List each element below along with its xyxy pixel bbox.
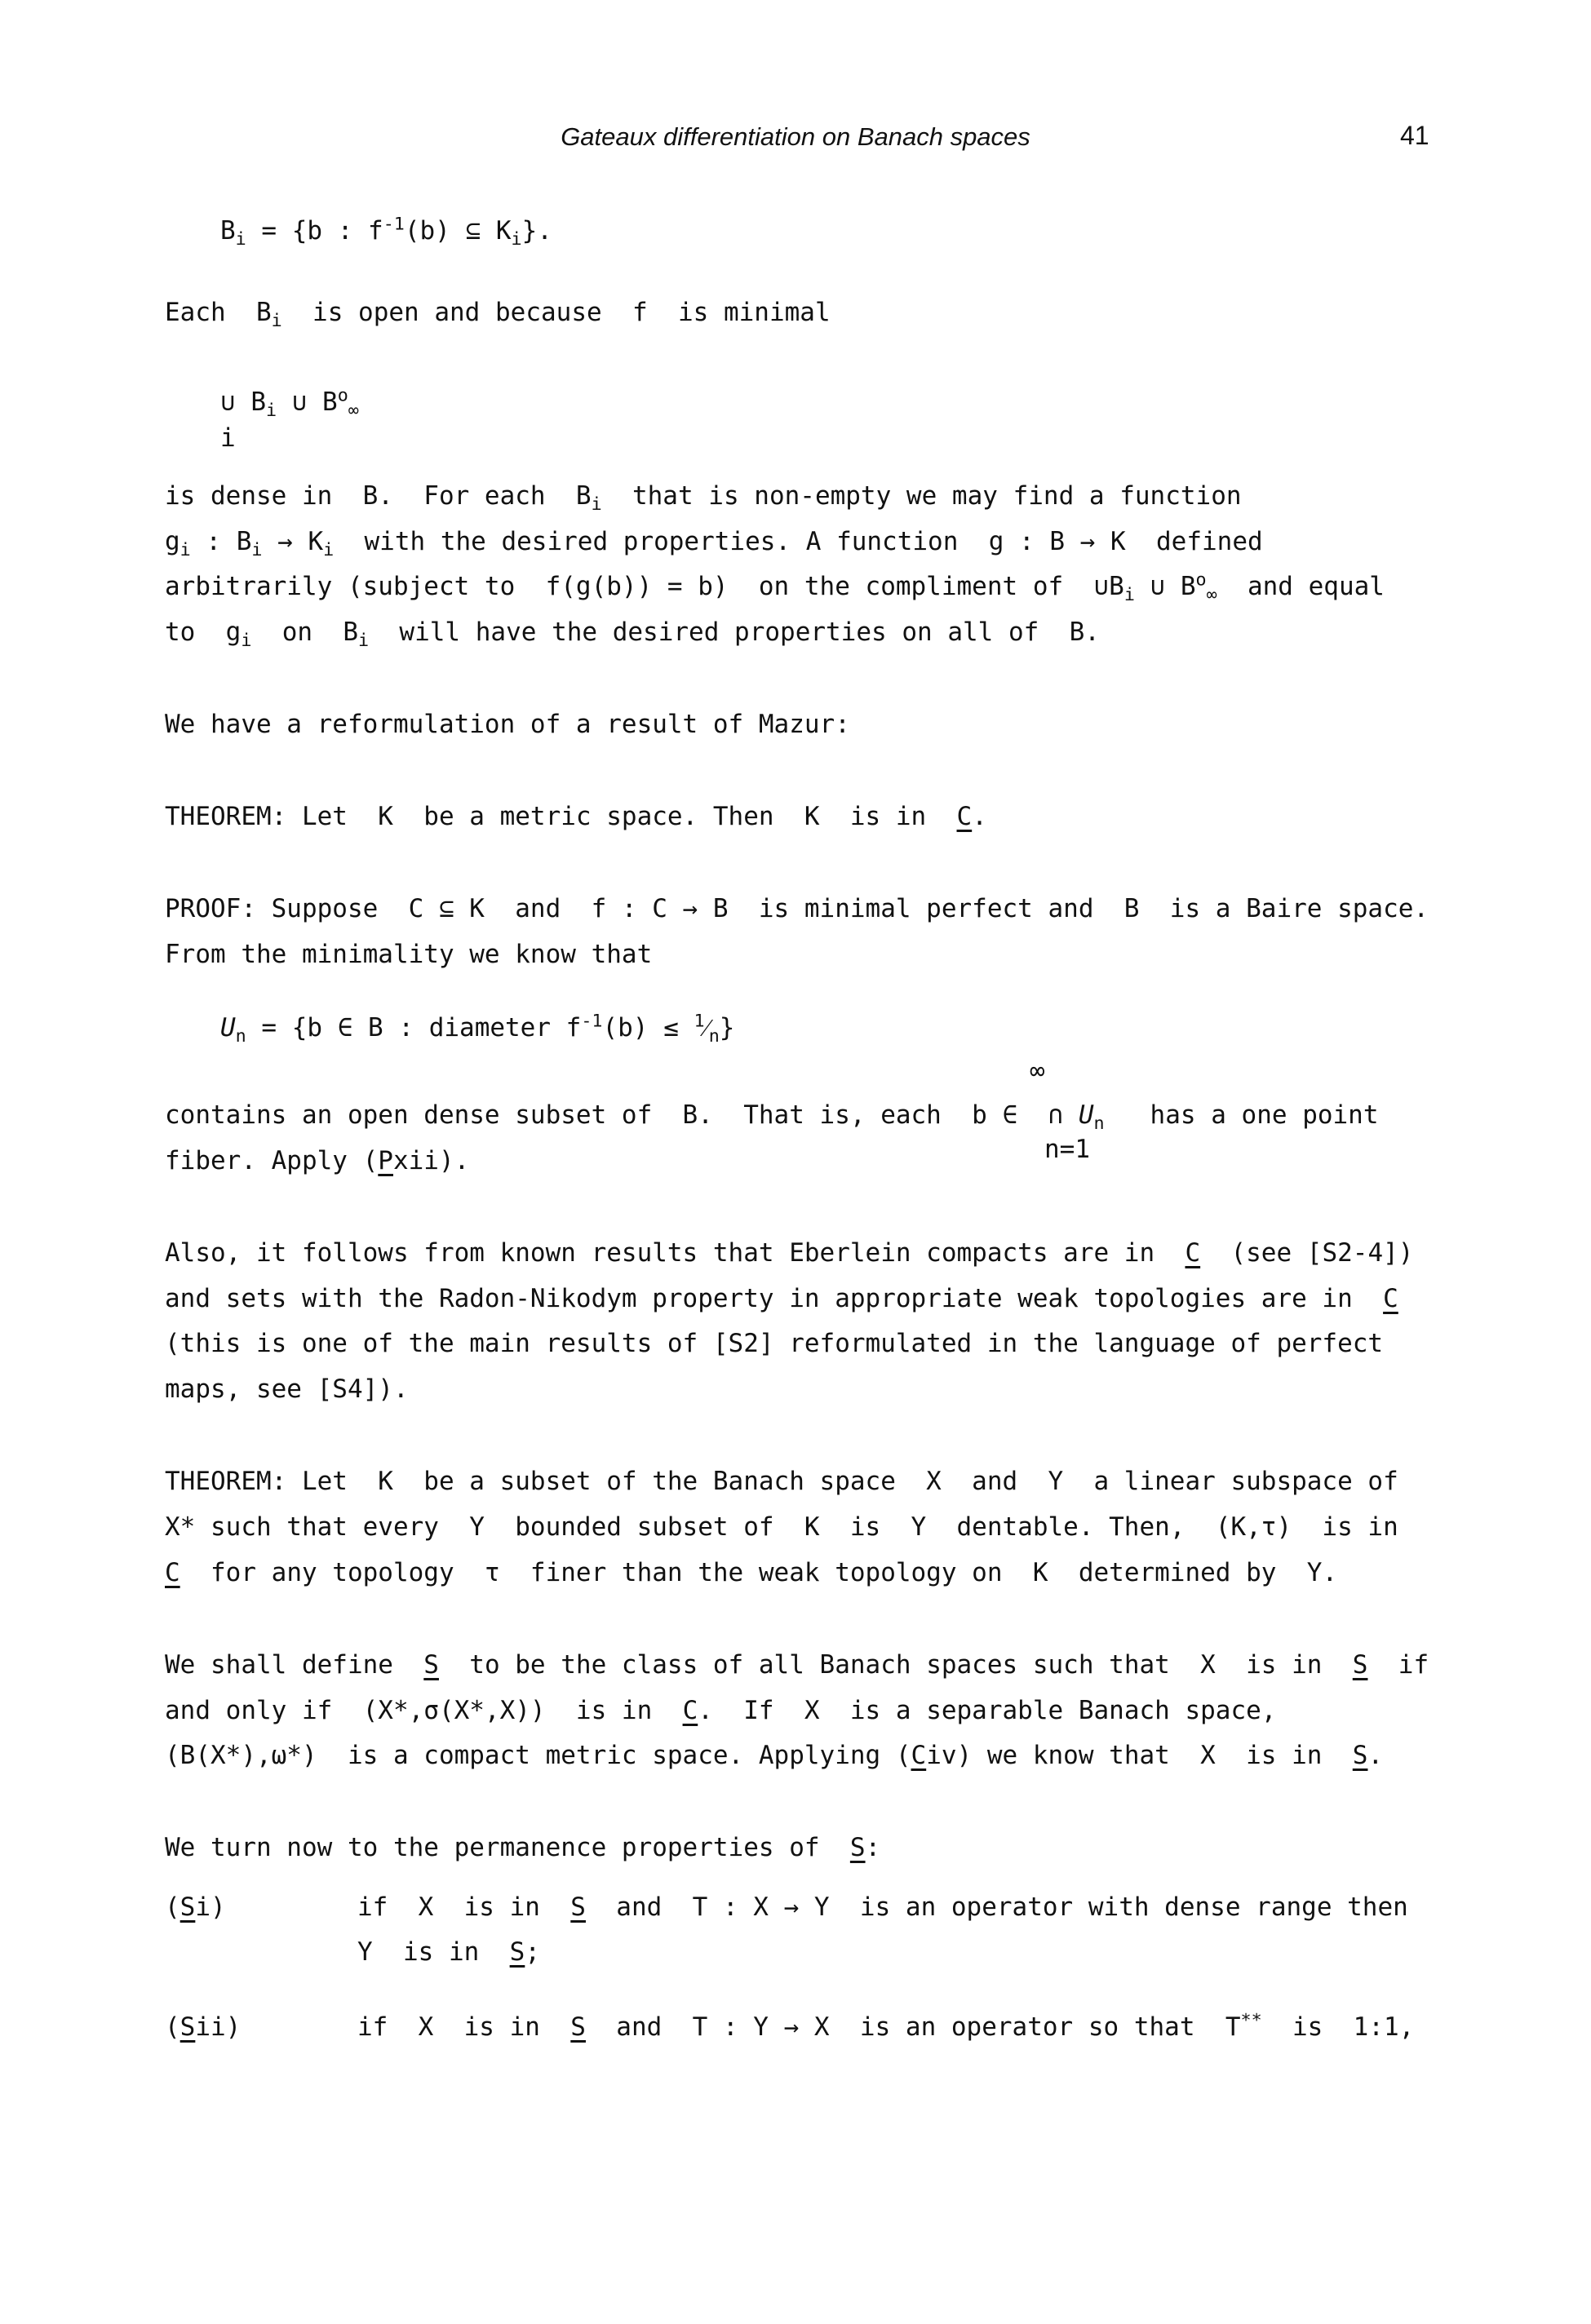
text-line-l22: THEOREM: Let K be a subset of the Banach space X and Y a linear subspace of bbox=[165, 1467, 1398, 1496]
text-line-l25: We shall define S to be the class of all Banach spaces such that X is in S if bbox=[165, 1650, 1429, 1680]
text-line-l27: (B(X*),ω*) is a compact metric space. Applying (Civ) we know that X is in S. bbox=[165, 1741, 1384, 1770]
text-line-l19: and sets with the Radon-Nikodym property in appropriate weak topologies are in C bbox=[165, 1284, 1398, 1313]
text-line-l23: X* such that every Y bounded subset of K is Y dentable. Then, (K,τ) is in bbox=[165, 1512, 1398, 1542]
running-head: Gateaux differentiation on Banach spaces bbox=[561, 122, 1030, 151]
text-line-l14: ∞ bbox=[1030, 1056, 1045, 1086]
text-line-l12: From the minimality we know that bbox=[165, 940, 653, 969]
text-line-l13: $U_n = \{b$ ∈ B : diameter $f^{-1}(b)$ ≤ $^1⁄_n$} bbox=[220, 1011, 735, 1047]
text-line-l24: C for any topology τ finer than the weak topology on K determined by Y. bbox=[165, 1558, 1338, 1587]
text-line-l31: Y is in S; bbox=[357, 1937, 540, 1967]
text-line-l20: (this is one of the main results of [S2] reformulated in the language of perfect bbox=[165, 1329, 1384, 1358]
text-line-l30: if X is in S and T : X → Y is an operator with dense range then bbox=[357, 1892, 1408, 1922]
text-line-l15: contains an open dense subset of B. That is, each b ∈ ∩ $U_n$ has a one point bbox=[165, 1100, 1379, 1135]
text-line-l29: (Si) bbox=[165, 1892, 226, 1922]
text-line-l09: We have a reformulation of a result of Mazur: bbox=[165, 710, 850, 739]
text-line-l11: PROOF: Suppose C ⊆ K and f : C → B is minimal perfect and B is a Baire space. bbox=[165, 894, 1429, 923]
text-line-l21: maps, see [S4]). bbox=[165, 1374, 409, 1404]
text-line-l10: THEOREM: Let K be a metric space. Then K is in C. bbox=[165, 802, 987, 831]
page-number: 41 bbox=[1400, 121, 1429, 150]
text-line-l03: ∪ $B_i$ ∪ $B^o_\infty$ bbox=[220, 385, 359, 422]
text-line-l16: n=1 bbox=[1044, 1135, 1090, 1164]
text-line-l05: is dense in B. For each $B_i$ that is non-empty we may find a function bbox=[165, 481, 1242, 516]
text-line-l32: (Sii) bbox=[165, 2012, 242, 2042]
text-line-l02: Each $B_i$ is open and because f is minimal bbox=[165, 298, 831, 332]
text-line-l17: fiber. Apply (Pxii). bbox=[165, 1146, 470, 1175]
text-line-l18: Also, it follows from known results that Eberlein compacts are in C (see [S2-4]) bbox=[165, 1238, 1414, 1268]
text-line-l26: and only if (X*,σ(X*,X)) is in C. If X is a separable Banach space, bbox=[165, 1696, 1277, 1725]
text-line-l07: arbitrarily (subject to f(g(b)) = b) on the compliment of $\cup B_i$ ∪ $B^o_\infty$ and equal bbox=[165, 569, 1385, 606]
text-line-l04: i bbox=[220, 423, 236, 453]
text-line-l08: to $g_i$ on $B_i$ will have the desired properties on all of B. bbox=[165, 618, 1100, 652]
text-line-l28: We turn now to the permanence properties of S: bbox=[165, 1833, 881, 1862]
text-line-l06: $g_i$ : $B_i \to K_i$ with the desired properties. A function g : B → K defined bbox=[165, 527, 1263, 561]
text-line-l33: if X is in S and T : Y → X is an operator so that T** is 1:1, bbox=[357, 2010, 1415, 2042]
text-line-l01: $B_i = \{b$ : $f^{-1}(b)$ ⊆ $K_i$}. bbox=[220, 214, 552, 250]
